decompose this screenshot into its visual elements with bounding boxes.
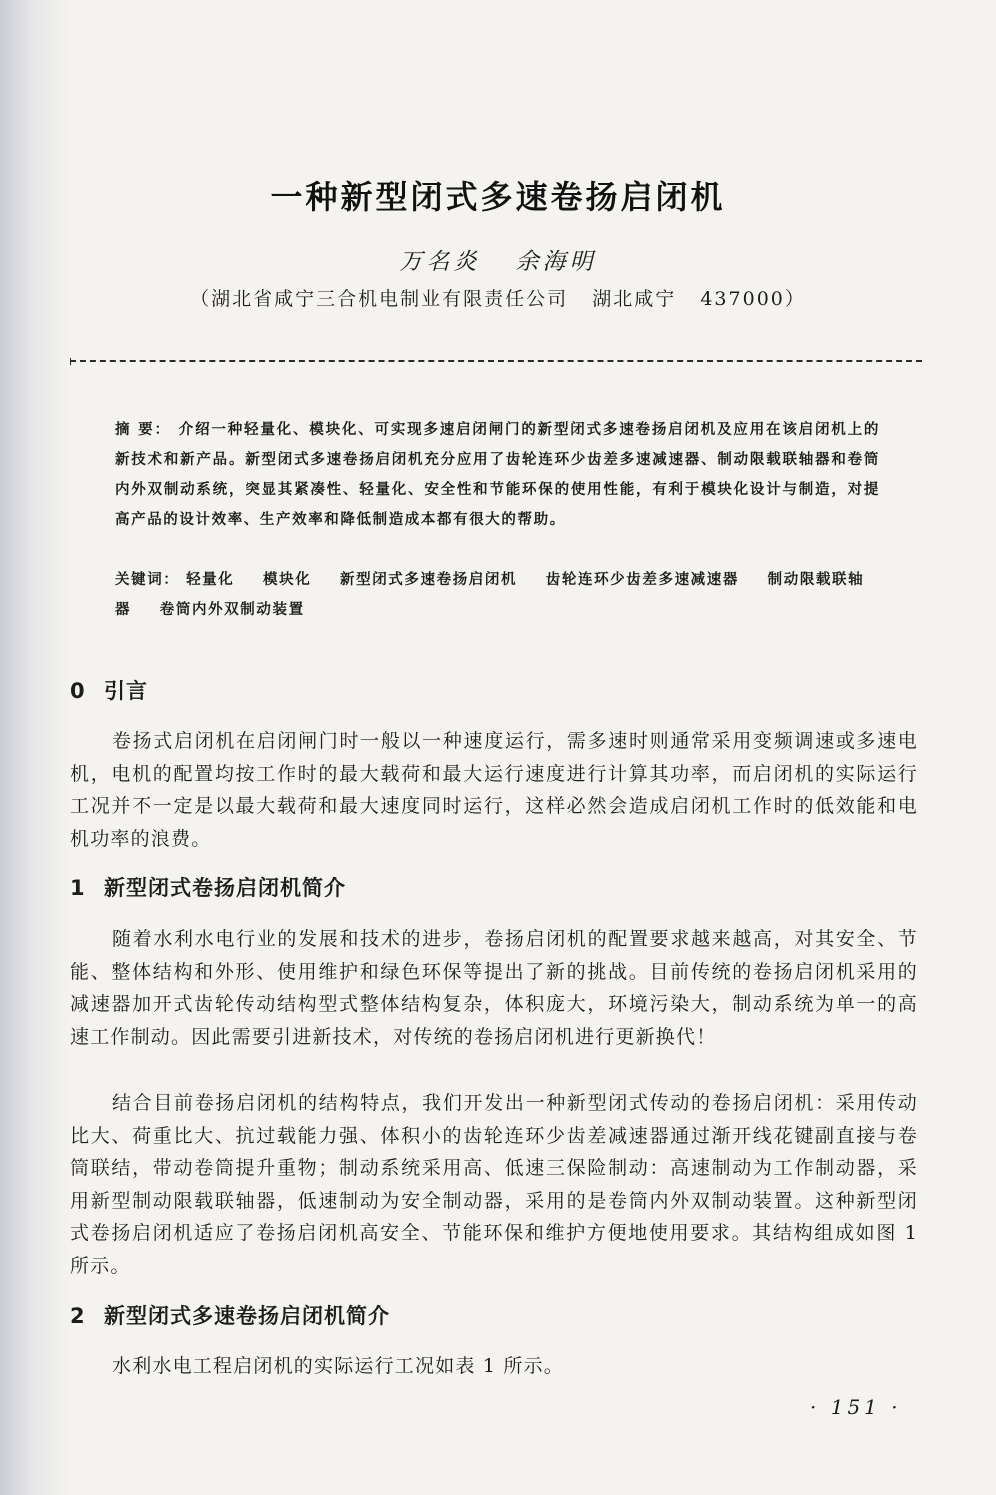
keyword: 卷筒内外双制动装置 bbox=[159, 601, 305, 618]
section-number: 2 bbox=[70, 1304, 86, 1328]
paper-title: 一种新型闭式多速卷扬启闭机 bbox=[270, 178, 726, 216]
section-number: 1 bbox=[70, 876, 86, 900]
authors: 万名炎 余海明 bbox=[399, 249, 597, 275]
section-title: 新型闭式卷扬启闭机简介 bbox=[104, 876, 346, 900]
section-heading-1 bbox=[70, 872, 346, 902]
keyword: 制动限载联轴器 bbox=[115, 571, 865, 618]
keyword: 轻量化 bbox=[186, 571, 235, 588]
affiliation: （湖北省咸宁三合机电制业有限责任公司 湖北咸宁 437000） bbox=[190, 288, 806, 310]
abstract-label: 摘 要： bbox=[115, 421, 171, 438]
keyword: 模块化 bbox=[263, 571, 312, 588]
section-heading-0 bbox=[70, 675, 148, 705]
section-title: 新型闭式多速卷扬启闭机简介 bbox=[104, 1304, 390, 1328]
keywords bbox=[115, 565, 880, 625]
abstract-text: 介绍一种轻量化、模块化、可实现多速启闭闸门的新型闭式多速卷扬启闭机及应用在该启闭机上的新技术和新产品。新型闭式多速卷扬启闭机充分应用了齿轮连环少齿差多速减速器、制动限载联轴器和卷筒内外双制动系统，突显其紧凑性、轻量化、安全性和节能环保的使用性能，有利于模块化设计与制造，对提高产品的设计效率、生产效率和降低制造成本都有很大的帮助。 bbox=[115, 421, 880, 528]
keyword: 新型闭式多速卷扬启闭机 bbox=[340, 571, 518, 588]
paragraph: 水利水电工程启闭机的实际运行工况如表 1 所示。 bbox=[112, 1355, 564, 1377]
section-number: 0 bbox=[70, 679, 86, 703]
paragraph: 随着水利水电行业的发展和技术的进步，卷扬启闭机的配置要求越来越高，对其安全、节能、整体结构和外形、使用维护和绿色环保等提出了新的挑战。目前传统的卷扬启闭机采用的减速器加开式齿轮传动结构型式整体结构复杂，体积庞大，环境污染大，制动系统为单一的高速工作制动。因此需要引进新技术，对传统的卷扬启闭机进行更新换代！ bbox=[70, 928, 918, 1048]
header-divider bbox=[70, 360, 922, 362]
page-number: · 151 · bbox=[810, 1395, 902, 1419]
paragraph: 卷扬式启闭机在启闭闸门时一般以一种速度运行，需多速时则通常采用变频调速或多速电机，电机的配置均按工作时的最大载荷和最大运行速度进行计算其功率，而启闭机的实际运行工况并不一定是以最大载荷和最大速度同时运行，这样必然会造成启闭机工作时的低效能和电机功率的浪费。 bbox=[70, 730, 918, 850]
paragraph: 结合目前卷扬启闭机的结构特点，我们开发出一种新型闭式传动的卷扬启闭机：采用传动比大、荷重比大、抗过载能力强、体积小的齿轮连环少齿差减速器通过渐开线花键副直接与卷筒联结，带动卷筒提升重物；制动系统采用高、低速三保险制动：高速制动为工作制动器，采用新型制动限载联轴器，低速制动为安全制动器，采用的是卷筒内外双制动装置。这种新型闭式卷扬启闭机适应了卷扬启闭机高安全、节能环保和维护方便地使用要求。其结构组成如图 1 所示。 bbox=[70, 1092, 918, 1277]
keywords-label: 关键词： bbox=[115, 571, 180, 588]
abstract bbox=[115, 415, 880, 535]
section-title: 引言 bbox=[104, 679, 148, 703]
keyword: 齿轮连环少齿差多速减速器 bbox=[545, 571, 739, 588]
section-heading-2 bbox=[70, 1300, 390, 1330]
